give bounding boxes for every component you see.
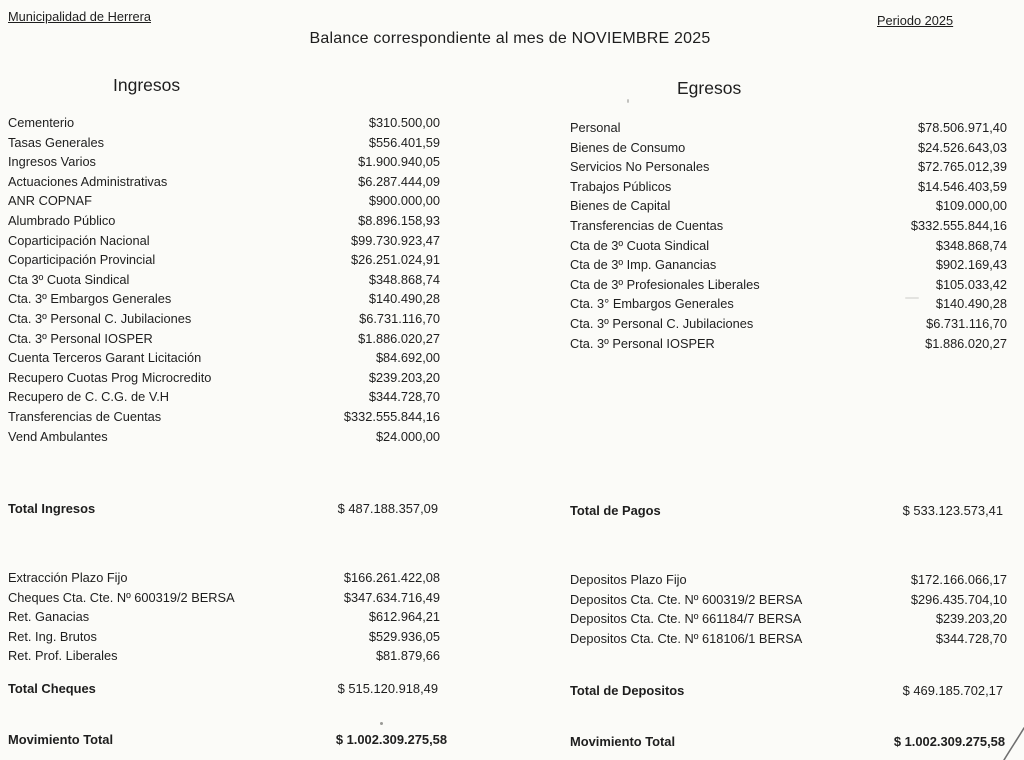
total-label: Total de Depositos (570, 683, 685, 698)
row-value: $612.964,21 (368, 609, 440, 625)
row-label: Cta. 3º Personal IOSPER (570, 335, 715, 351)
ledger-row (8, 289, 440, 309)
row-value: $166.261.422,08 (343, 570, 440, 585)
row-label: Cheques Cta. Cte. Nº 600319/2 BERSA (8, 589, 235, 605)
ledger-row (570, 294, 1007, 314)
ledger-row (8, 387, 440, 407)
row-value: $347.634.716,49 (343, 589, 440, 605)
row-label: Depositos Cta. Cte. Nº 600319/2 BERSA (570, 591, 803, 607)
row-label: Transferencias de Cuentas (570, 217, 724, 233)
ledger-row (570, 314, 1007, 334)
row-label: Bienes de Capital (570, 198, 671, 214)
ledger-row (570, 255, 1007, 275)
row-label: Tasas Generales (8, 134, 105, 150)
ledger-row (570, 590, 1007, 610)
ledger-row (8, 113, 440, 133)
row-value: $1.886.020,27 (925, 335, 1007, 351)
total-value: $ 515.120.918,49 (337, 681, 438, 696)
row-value: $310.500,00 (368, 115, 440, 130)
row-value: $900.000,00 (368, 193, 440, 209)
row-label: Servicios No Personales (570, 159, 710, 175)
ledger-row (8, 152, 440, 172)
scan-speck (627, 99, 629, 103)
ingresos-heading: Ingresos (113, 75, 181, 95)
ledger-row (8, 368, 440, 388)
row-label: Ret. Ing. Brutos (8, 628, 97, 644)
ledger-row (8, 568, 440, 588)
ledger-row (8, 627, 440, 647)
ledger-row (570, 334, 1007, 354)
row-value: $109.000,00 (935, 198, 1007, 214)
row-value: $348.868,74 (935, 237, 1007, 253)
row-value: $332.555.844,16 (343, 408, 440, 424)
ledger-row (570, 609, 1007, 629)
row-label: Trabajos Públicos (570, 178, 672, 194)
row-label: Transferencias de Cuentas (8, 408, 162, 424)
row-value: $296.435.704,10 (910, 591, 1007, 607)
row-label: Recupero de C. C.G. de V.H (8, 389, 169, 405)
ledger-row (8, 407, 440, 427)
row-value: $172.166.066,17 (910, 572, 1007, 587)
ledger-row (8, 231, 440, 251)
row-label: Cta. 3° Embargos Generales (570, 296, 734, 312)
row-label: Cuenta Terceros Garant Licitación (8, 350, 202, 366)
ledger-row (8, 329, 440, 349)
ledger-row (8, 348, 440, 368)
row-value: $105.033,42 (935, 276, 1007, 292)
ledger-row (8, 646, 440, 666)
ledger-row (8, 191, 440, 211)
cheques-list (8, 568, 440, 666)
row-label: Depositos Plazo Fijo (570, 572, 687, 587)
row-label: Bienes de Consumo (570, 139, 686, 155)
ledger-row (570, 118, 1007, 138)
total-pagos-row (570, 503, 1003, 518)
row-label: Cta. 3º Personal C. Jubilaciones (8, 310, 192, 326)
ledger-row (570, 216, 1007, 236)
row-value: $6.287.444,09 (358, 173, 440, 189)
row-label: Depositos Cta. Cte. Nº 661184/7 BERSA (570, 611, 802, 627)
row-value: $6.731.116,70 (359, 310, 440, 326)
row-value: $24.526.643,03 (918, 139, 1007, 155)
pen-mark (1002, 726, 1024, 760)
total-value: $ 487.188.357,09 (337, 501, 438, 516)
ledger-row (570, 157, 1007, 177)
row-label: Personal (570, 120, 621, 135)
ledger-row (570, 138, 1007, 158)
ledger-row (570, 177, 1007, 197)
row-label: ANR COPNAF (8, 193, 92, 209)
total-label: Total de Pagos (570, 503, 661, 518)
row-value: $344.728,70 (368, 389, 440, 405)
document-title: Balance correspondiente al mes de NOVIEMBRE 2025 (309, 30, 711, 47)
row-label: Depositos Cta. Cte. Nº 618106/1 BERSA (570, 630, 803, 646)
row-label: Cta. 3º Embargos Generales (8, 291, 172, 307)
row-value: $72.765.012,39 (918, 159, 1007, 175)
row-label: Recupero Cuotas Prog Microcredito (8, 369, 212, 385)
row-value: $140.490,28 (368, 291, 440, 307)
row-label: Cta 3º Cuota Sindical (8, 271, 130, 287)
period-label: Periodo 2025 (877, 13, 954, 28)
scan-speck (380, 722, 383, 725)
movimiento-total-left-row (8, 732, 447, 747)
total-value: $ 533.123.573,41 (902, 503, 1003, 518)
total-value: $ 1.002.309.275,58 (893, 734, 1005, 749)
row-value: $348.868,74 (368, 271, 440, 287)
total-ingresos-row (8, 501, 438, 516)
total-label: Movimiento Total (8, 732, 114, 747)
ledger-row (570, 236, 1007, 256)
ledger-row (570, 196, 1007, 216)
row-label: Cta. 3º Personal C. Jubilaciones (570, 315, 754, 331)
row-value: $556.401,59 (368, 134, 440, 150)
ledger-row (8, 270, 440, 290)
row-value: $6.731.116,70 (926, 315, 1007, 331)
ingresos-list (8, 113, 440, 446)
row-label: Ret. Ganacias (8, 609, 90, 625)
row-value: $81.879,66 (375, 648, 440, 664)
total-depositos-row (570, 683, 1003, 698)
row-label: Alumbrado Público (8, 212, 116, 228)
row-label: Extracción Plazo Fijo (8, 570, 128, 585)
total-value: $ 469.185.702,17 (902, 683, 1003, 698)
row-value: $529.936,05 (368, 628, 440, 644)
row-value: $84.692,00 (375, 350, 440, 366)
row-value: $99.730.923,47 (351, 232, 440, 248)
row-value: $14.546.403,59 (918, 178, 1007, 194)
ledger-row (8, 607, 440, 627)
ledger-row (8, 133, 440, 153)
row-value: $78.506.971,40 (918, 120, 1007, 135)
organization-name: Municipalidad de Herrera (8, 9, 151, 24)
row-value: $239.203,20 (935, 611, 1007, 627)
row-value: $8.896.158,93 (358, 212, 440, 228)
row-value: $140.490,28 (935, 296, 1007, 312)
scan-speck (905, 297, 919, 299)
ledger-row (570, 629, 1007, 649)
total-label: Total Cheques (8, 681, 96, 696)
row-label: Vend Ambulantes (8, 428, 108, 444)
movimiento-total-right-row (570, 734, 1005, 749)
row-value: $1.886.020,27 (358, 330, 440, 346)
row-label: Coparticipación Nacional (8, 232, 150, 248)
depositos-list (570, 570, 1007, 648)
row-label: Cta. 3º Personal IOSPER (8, 330, 153, 346)
row-label: Cementerio (8, 115, 75, 130)
total-cheques-row (8, 681, 438, 696)
row-value: $239.203,20 (368, 369, 440, 385)
total-label: Total Ingresos (8, 501, 96, 516)
total-value: $ 1.002.309.275,58 (335, 732, 447, 747)
row-label: Cta de 3º Imp. Ganancias (570, 257, 717, 273)
row-value: $344.728,70 (935, 630, 1007, 646)
row-label: Ingresos Varios (8, 154, 96, 170)
row-label: Cta de 3º Cuota Sindical (570, 237, 710, 253)
egresos-list (570, 118, 1007, 353)
ledger-row (8, 427, 440, 447)
ledger-row (570, 570, 1007, 590)
ledger-row (8, 588, 440, 608)
ledger-row (8, 211, 440, 231)
ledger-row (8, 250, 440, 270)
ledger-row (570, 275, 1007, 295)
ledger-row (8, 172, 440, 192)
row-value: $332.555.844,16 (910, 217, 1007, 233)
row-value: $24.000,00 (375, 428, 440, 444)
egresos-heading: Egresos (677, 78, 742, 98)
row-value: $26.251.024,91 (351, 252, 440, 268)
row-label: Coparticipación Provincial (8, 252, 156, 268)
row-label: Ret. Prof. Liberales (8, 648, 118, 664)
row-label: Cta de 3º Profesionales Liberales (570, 276, 760, 292)
total-label: Movimiento Total (570, 734, 676, 749)
row-value: $1.900.940,05 (358, 154, 440, 170)
row-value: $902.169,43 (935, 257, 1007, 273)
ledger-row (8, 309, 440, 329)
row-label: Actuaciones Administrativas (8, 173, 168, 189)
